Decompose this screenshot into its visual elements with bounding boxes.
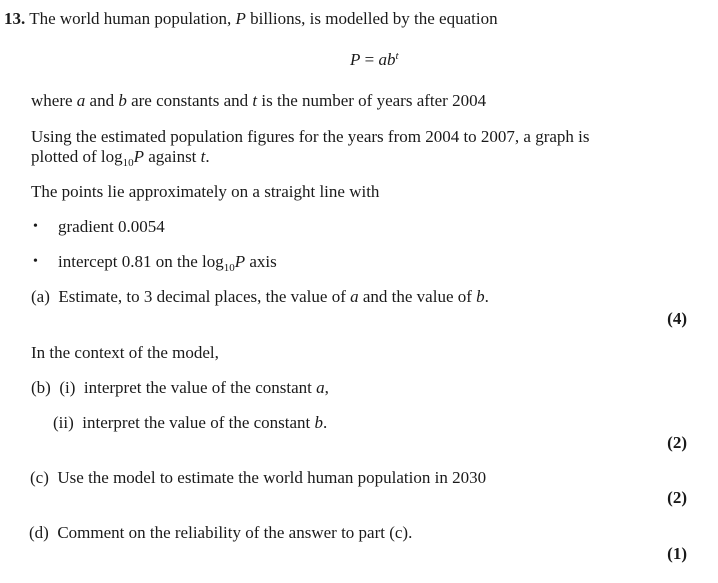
part-a-label: (a): [31, 287, 50, 306]
question-number: 13.: [4, 9, 26, 28]
part-b-label: (b): [31, 378, 51, 397]
part-c-marks: (2): [667, 488, 687, 507]
bullet-marker: •: [33, 219, 38, 234]
part-b-i-label: (i): [59, 378, 76, 397]
graph-description-line1: Using the estimated population figures for the years from 2004 to 2007, a graph is: [31, 127, 590, 146]
part-b-i: (b) (i) interpret the value of the constant a,: [31, 378, 329, 397]
bullet-intercept: intercept 0.81 on the $\log_{10}P$ axis: [58, 252, 277, 274]
question-intro: 13. The world human population, P billions, is modelled by the equation: [4, 9, 498, 28]
part-d-label: (d): [29, 523, 49, 542]
part-a-marks: (4): [667, 309, 687, 328]
part-a: (a) Estimate, to 3 decimal places, the value of a and the value of b.: [31, 287, 489, 306]
part-d: (d) Comment on the reliability of the answer to part (c).: [29, 523, 413, 542]
part-d-marks: (1): [667, 544, 687, 563]
part-b-ii-label: (ii): [53, 413, 74, 432]
part-c-label: (c): [30, 468, 49, 487]
bullet-marker: •: [33, 254, 38, 269]
context-statement: In the context of the model,: [31, 343, 219, 362]
constants-definition: where a and b are constants and t is the number of years after 2004: [31, 91, 487, 110]
bullet-gradient: gradient 0.0054: [58, 217, 165, 236]
part-b-ii: (ii) interpret the value of the constant b.: [53, 413, 328, 432]
points-statement: The points lie approximately on a straight line with: [31, 182, 380, 201]
model-equation: $P = ab^t$: [350, 50, 399, 69]
graph-description-line2: plotted of $\log_{10}P$ against t.: [31, 147, 210, 169]
part-c: (c) Use the model to estimate the world human population in 2030: [30, 468, 487, 487]
part-b-marks: (2): [667, 433, 687, 452]
